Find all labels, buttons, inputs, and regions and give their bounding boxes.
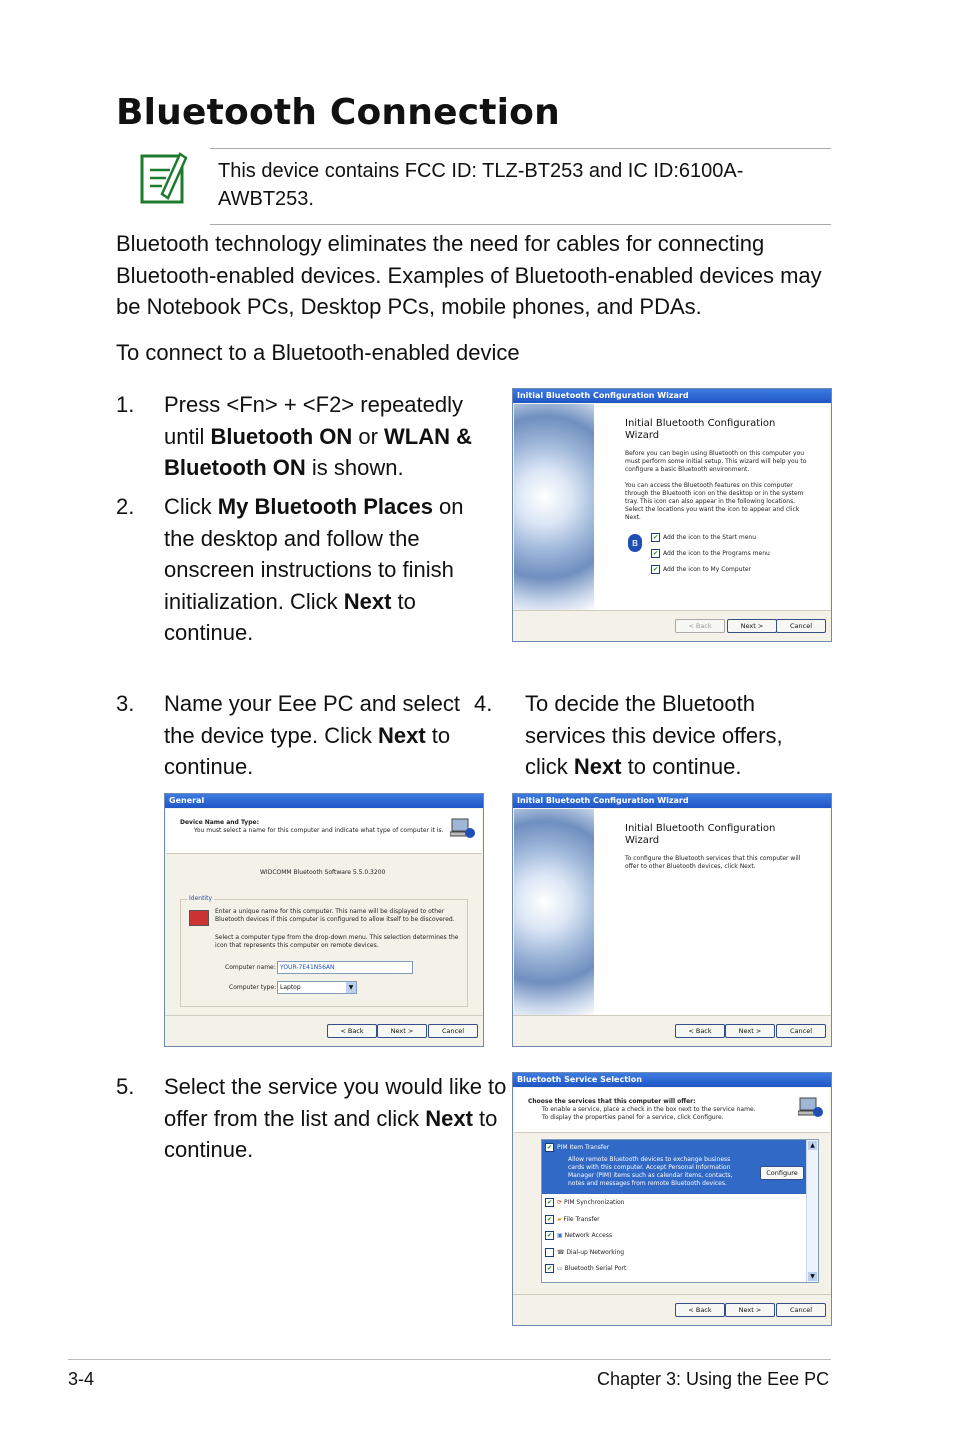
intro-paragraph: Bluetooth technology eliminates the need for cables for connecting Bluetooth-enabled devices. Examples of Bluetooth-enabled devices may be Notebook PCs, Desktop PCs, mobile phones, and PDAs. [116, 231, 822, 319]
step-5-text: Select the service you would like to offer from the list and click Next to continue. [164, 1074, 507, 1162]
general-dialog [164, 793, 484, 1047]
dialog-titlebar: General [165, 794, 483, 808]
chapter-title: Chapter 3: Using the Eee PC [597, 1369, 830, 1389]
services-heading: Choose the services that this computer will offer: [528, 1098, 696, 1105]
back-button[interactable]: < Back [327, 1024, 377, 1038]
next-button[interactable]: Next > [725, 1303, 775, 1317]
sync-icon: ⟳ [557, 1199, 563, 1206]
scroll-up-icon[interactable]: ▲ [808, 1141, 817, 1150]
globe-graphic [514, 404, 594, 611]
computer-name-label: Computer name: [225, 964, 276, 971]
wizard-dialog-1 [512, 388, 832, 642]
note-bottom-rule [210, 224, 831, 225]
page-number: 3-4 [68, 1369, 95, 1389]
serial-port-icon: ▭ [557, 1265, 563, 1272]
services-sub-1: To enable a service, place a check in the box next to the service name. [542, 1106, 756, 1113]
service-list [541, 1139, 819, 1283]
step-2-text: Click My Bluetooth Places on the desktop and follow the onscreen instructions to finish initialization. Click Next to continue. [164, 494, 464, 645]
list-item[interactable]: ☎ Dial-up Networking [545, 1248, 624, 1257]
back-button[interactable]: < Back [675, 1024, 725, 1038]
step-4-number: 4. [474, 691, 493, 716]
subheading: To connect to a Bluetooth-enabled device [116, 340, 520, 365]
identity-text-1: Enter a unique name for this computer. This name will be displayed to other Bluetooth devices if this computer is configured to allow itself to be discovered. [215, 908, 455, 923]
network-icon: ▣ [557, 1232, 563, 1239]
wizard-text-2: You can access the Bluetooth features on this computer through the Bluetooth icon on the desktop or in the system tray. This icon can also appear in the following locations. Select the locations you want the icon to appear and click Next. [625, 482, 804, 521]
identity-text-2: Select a computer type from the drop-down menu. This selection determines the icon that represents this computer on remote devices. [215, 934, 459, 949]
next-button[interactable]: Next > [377, 1024, 427, 1038]
folder-icon: ▰ [557, 1216, 562, 1223]
next-button[interactable]: Next > [727, 619, 777, 633]
wizard-heading: Initial Bluetooth Configuration Wizard [625, 823, 776, 846]
computer-bluetooth-icon [798, 1094, 824, 1120]
scrollbar[interactable] [806, 1140, 818, 1282]
service-selection-dialog [512, 1072, 832, 1326]
checkbox-start-menu[interactable]: ✔ Add the icon to the Start menu [652, 534, 757, 541]
list-item[interactable]: ✔ ⟳ PIM Synchronization [546, 1199, 625, 1206]
identity-card-icon [189, 910, 209, 926]
pim-description: Allow remote Bluetooth devices to exchange business cards with this computer. Accept Personal Information Manager (PIM) items such as calendar items, contacts, notes and messages from remote Bluetooth devices. [568, 1156, 733, 1187]
identity-group [180, 895, 468, 1007]
dialog-titlebar: Initial Bluetooth Configuration Wizard [513, 794, 831, 808]
identity-group-label: Identity [189, 895, 212, 902]
device-name-heading: Device Name and Type: [180, 819, 259, 826]
list-item[interactable]: ✔ ▰ File Transfer [546, 1216, 600, 1223]
scroll-down-icon[interactable]: ▼ [808, 1272, 817, 1281]
step-5-number: 5. [116, 1074, 135, 1099]
dialog-titlebar: Bluetooth Service Selection [513, 1073, 831, 1087]
back-button[interactable]: < Back [675, 1303, 725, 1317]
wizard-text-1: Before you can begin using Bluetooth on this computer you must perform some initial setup. This wizard will help you to configure a basic Bluetooth environment. [625, 450, 807, 473]
service-label: PIM Item Transfer [557, 1144, 610, 1151]
device-name-sub: You must select a name for this computer and indicate what type of computer it is. [194, 827, 444, 834]
computer-name-input[interactable]: YOUR-7E41N56AN [277, 961, 413, 974]
next-button[interactable]: Next > [725, 1024, 775, 1038]
cancel-button[interactable]: Cancel [776, 619, 826, 633]
chevron-down-icon: ▼ [346, 982, 356, 993]
note-top-rule [210, 148, 831, 149]
checkbox-programs-menu[interactable]: ✔ Add the icon to the Programs menu [652, 550, 770, 557]
list-item[interactable]: ✔ ▣ Network Access [546, 1232, 613, 1239]
phone-icon: ☎ [557, 1249, 565, 1256]
software-version: WIDCOMM Bluetooth Software 5.5.0.3200 [260, 869, 386, 876]
back-button[interactable]: < Back [675, 619, 725, 633]
computer-type-select[interactable]: Laptop ▼ [277, 981, 357, 994]
configure-button[interactable]: Configure [760, 1166, 804, 1180]
fcc-note: This device contains FCC ID: TLZ-BT253 and IC ID:6100A-AWBT253. [218, 160, 744, 210]
footer-rule [68, 1359, 831, 1360]
dialog-titlebar: Initial Bluetooth Configuration Wizard [513, 389, 831, 403]
list-item-selected[interactable]: ✔ PIM Item Transfer Allow remote Bluetooth devices to exchange business cards with this computer. Accept Personal Information Manager (PIM) items such as calendar items, contacts, notes and messages from remote Bluetooth devices. Configure [542, 1140, 806, 1194]
step-1-number: 1. [116, 392, 135, 417]
step-1-text: Press <Fn> + <F2> repeatedly until Bluetooth ON or WLAN & Bluetooth ON is shown. [164, 392, 473, 480]
wizard-dialog-2 [512, 793, 832, 1047]
wizard-heading: Initial Bluetooth Configuration Wizard [625, 418, 776, 441]
step-4-text: To decide the Bluetooth services this device offers, click Next to continue. [525, 691, 783, 779]
note-pencil-icon [140, 150, 188, 206]
computer-bluetooth-icon [450, 815, 476, 841]
step-3-text: Name your Eee PC and select the device type. Click Next to continue. [164, 691, 460, 779]
checkbox-my-computer[interactable]: ✔ Add the icon to My Computer [652, 566, 752, 573]
cancel-button[interactable]: Cancel [428, 1024, 478, 1038]
page-title: Bluetooth Connection [116, 92, 560, 133]
step-2-number: 2. [116, 494, 135, 519]
step-3-number: 3. [116, 691, 135, 716]
bluetooth-icon: ʙ [628, 534, 642, 552]
cancel-button[interactable]: Cancel [776, 1024, 826, 1038]
computer-type-label: Computer type: [229, 984, 277, 991]
wizard-text-1: To configure the Bluetooth services that this computer will offer to other Bluetooth devices, click Next. [625, 855, 801, 870]
cancel-button[interactable]: Cancel [776, 1303, 826, 1317]
list-item[interactable]: ✔ ▭ Bluetooth Serial Port [546, 1265, 627, 1272]
globe-graphic [514, 809, 594, 1016]
services-sub-2: To display the properties panel for a service, click Configure. [542, 1114, 724, 1121]
